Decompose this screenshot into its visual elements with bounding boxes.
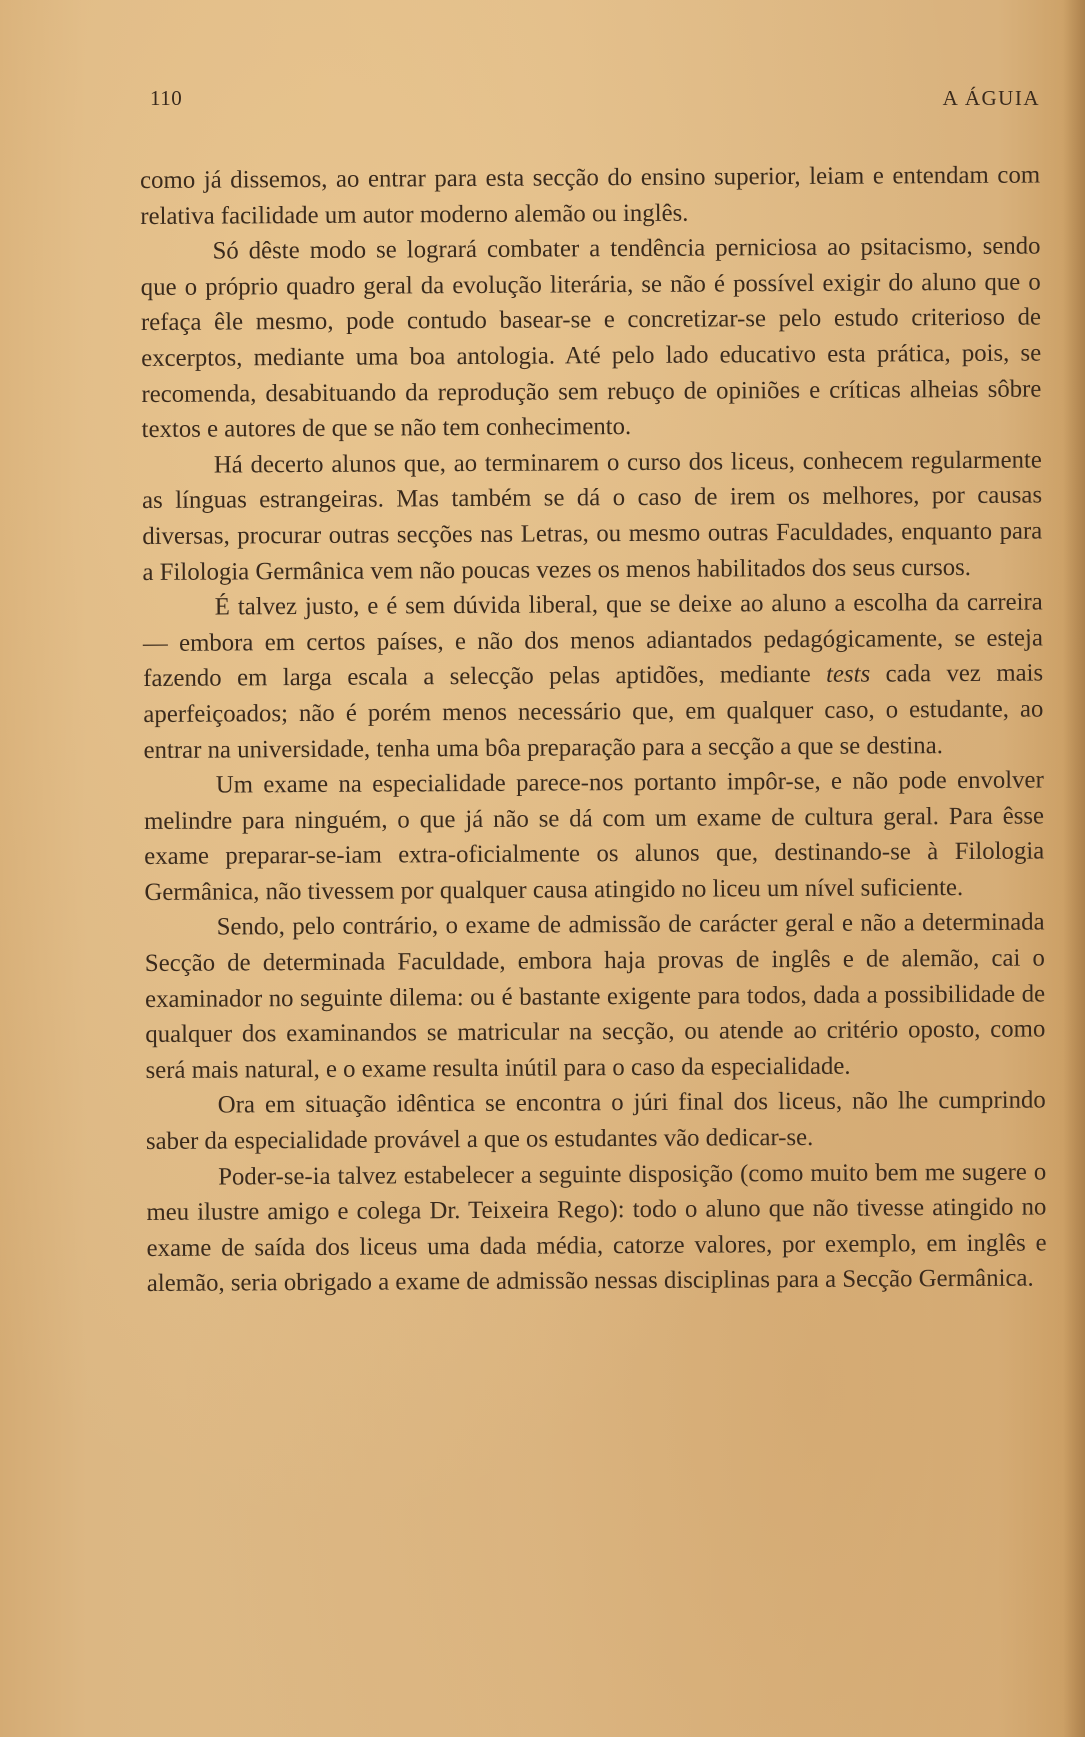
paragraph-3: Há decerto alunos que, ao terminarem o curso dos liceus, conhecem regularmente as línguas estrangeiras. Mas também se dá o caso de irem os melhores, por causas diversas, procurar outras secções nas Letras, ou mesmo outras Faculdades, enquanto para a Filologia Germânica vem não poucas vezes os menos habilitados dos seus cursos. [141, 446, 1043, 586]
paragraph-5: Um exame na especialidade parece-nos portanto impôr-se, e não pode envolver melindre para ninguém, o que já não se dá com um exame de cultura geral. Para êsse exame preparar-se-iam extra-oficialmente os alunos que, destinando-se à Filologia Germânica, não tivessem por qualquer causa atingido no liceu um nível suficiente. [143, 766, 1045, 906]
paragraph-4 [143, 585, 1044, 768]
paragraph-4-italic-term: tests [826, 660, 871, 689]
paragraph-4-start: É talvez justo, e é sem dúvida liberal, que se deixe ao aluno a escolha da carreira — embora em certos países, e não dos menos adiantados pedagógicamente, se esteja fazendo em larga escala a selecção pelas aptidões, mediante [142, 588, 1043, 693]
page-number: 110 [150, 86, 183, 110]
page-header [150, 86, 1040, 116]
body-text [140, 158, 1047, 1302]
paragraph-2: Só dêste modo se logrará combater a tendência perniciosa ao psitacismo, sendo que o próprio quadro geral da evolução literária, se não é possível exigir do aluno que o refaça êle mesmo, pode contudo basear-se e concretizar-se pelo estudo criterioso de excerptos, mediante uma boa antologia. Até pelo lado educativo esta prática, pois, se recomenda, desabituando da reprodução sem rebuço de opiniões e críticas alheias sôbre textos e autores de que se não tem conhecimento. [140, 232, 1042, 444]
paragraph-4-end: cada vez mais aperfeiçoados; não é porém menos necessário que, em qualquer caso, o estudante, ao entrar na universidade, tenha uma bôa preparação para a secção a que se destina. [143, 659, 1044, 764]
paragraph-1: como já dissemos, ao entrar para esta secção do ensino superior, leiam e entendam com relativa facilidade um autor moderno alemão ou inglês. [140, 161, 1041, 230]
paragraph-8: Poder-se-ia talvez estabelecer a seguinte disposição (como muito bem me sugere o meu ilustre amigo e colega Dr. Teixeira Rego): todo o aluno que não tivesse atingido no exame de saída dos liceus uma dada média, catorze valores, por exemplo, em inglês e alemão, seria obrigado a exame de admissão nessas disciplinas para a Secção Germânica. [146, 1158, 1047, 1298]
paragraph-7: Ora em situação idêntica se encontra o júri final dos liceus, não lhe cumprindo saber da especialidade provável a que os estudantes vão dedicar-se. [145, 1086, 1046, 1156]
paragraph-6: Sendo, pelo contrário, o exame de admissão de carácter geral e não a determinada Secção de determinada Faculdade, embora haja provas de inglês e de alemão, cai o examinador no seguinte dilema: ou é bastante exigente para todos, dada a possibilidade de qualquer dos examinandos se matricular na secção, ou atende ao critério oposto, como será mais natural, e o exame resulta inútil para o caso da especialidade. [144, 908, 1046, 1084]
running-title: A ÁGUIA [942, 86, 1040, 110]
